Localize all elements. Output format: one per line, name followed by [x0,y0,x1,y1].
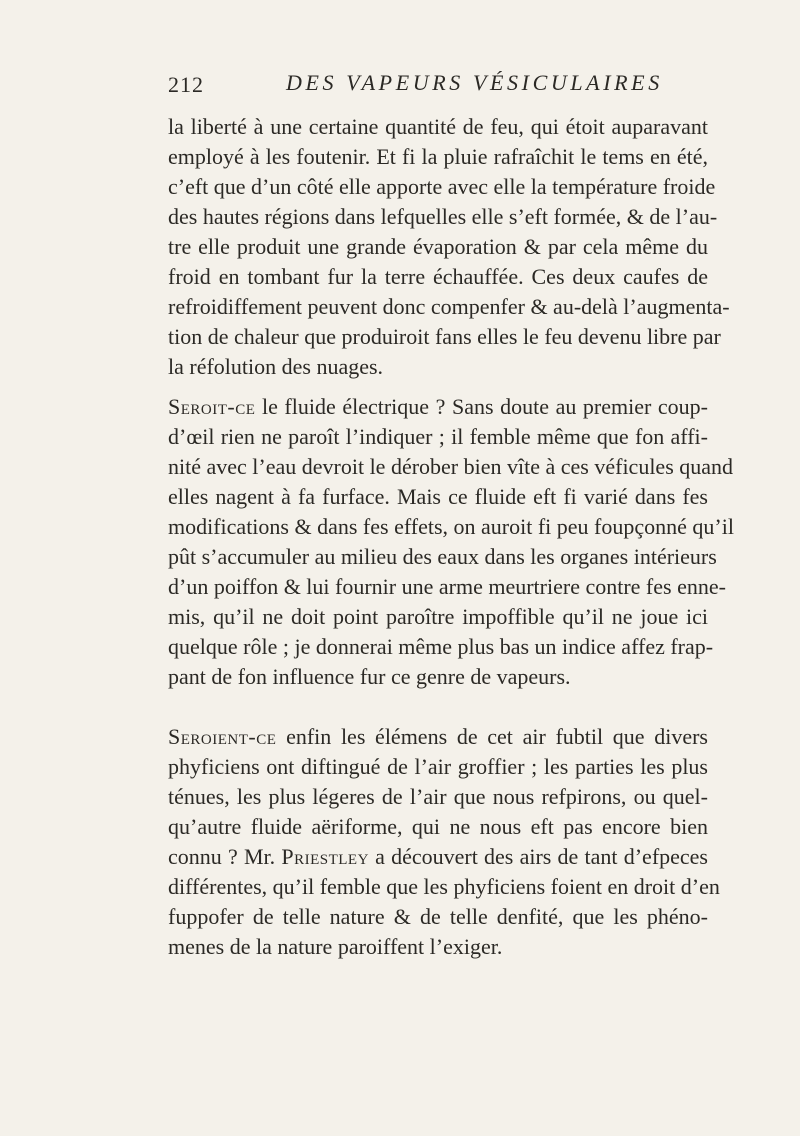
text-line [168,392,708,422]
text-line: employé à les foutenir. Et fi la pluie rafraîchit le tems en été, [168,144,708,169]
text-line: elles nagent à fa furface. Mais ce fluide eft fi varié dans fes [168,484,708,509]
text-line: quelque rôle ; je donnerai même plus bas un indice affez frap- [168,634,714,659]
author-name: Priestley [281,844,369,869]
text-line: d’un poiffon & lui fournir une arme meurtriere contre fes enne- [168,574,726,599]
text-line: menes de la nature paroiffent l’exiger. [168,934,503,959]
paragraph-1 [168,112,730,382]
text-line: pût s’accumuler au milieu des eaux dans les organes intérieurs [168,544,717,569]
text-line: modifications & dans fes effets, on auroit fi peu foupçonné qu’il [168,514,734,539]
text-line: fuppofer de telle nature & de telle denfité, que les phéno- [168,904,708,929]
text-line: c’eft que d’un côté elle apporte avec elle la température froide [168,174,716,199]
text-line: d’œil rien ne paroît l’indiquer ; il femble même que fon affi- [168,424,708,449]
text-segment: le fluide électrique ? Sans doute au premier coup- [255,394,708,419]
text-line: froid en tombant fur la terre échauffée. Ces deux caufes de [168,264,708,289]
text-line: phyficiens ont diftingué de l’air groffier ; les parties les plus [168,754,708,779]
text-line: ténues, les plus légeres de l’air que nous refpirons, ou quel- [168,784,708,809]
paragraph-lead: Seroit-ce [168,394,256,419]
page-number: 212 [168,72,204,97]
text-line: qu’autre fluide aëriforme, qui ne nous eft pas encore bien [168,814,708,839]
text-line: pant de fon influence fur ce genre de vapeurs. [168,664,571,689]
text-line: tion de chaleur que produiroit fans elles le feu devenu libre par [168,324,721,349]
text-segment: enfin les élémens de cet air fubtil que divers [276,724,708,749]
paragraph-2 [168,392,734,692]
paragraph-3 [168,722,720,962]
text-line: refroidiffement peuvent donc compenfer & au-delà l’augmenta- [168,294,730,319]
running-title: DES VAPEURS VÉSICULAIRES [286,70,663,95]
text-line: tre elle produit une grande évaporation & par cela même du [168,234,708,259]
paragraph-lead: Seroient-ce [168,724,277,749]
text-segment: connu ? Mr. [168,844,282,869]
text-line: la liberté à une certaine quantité de feu, qui étoit auparavant [168,114,708,139]
page-header [168,68,688,102]
text-line: mis, qu’il ne doit point paroître impoffible qu’il ne joue ici [168,604,708,629]
text-line [168,842,708,872]
text-segment: a découvert des airs de tant d’efpeces [368,844,708,869]
text-line: la réfolution des nuages. [168,354,384,379]
text-line: des hautes régions dans lefquelles elle s’eft formée, & de l’au- [168,204,718,229]
text-line: nité avec l’eau devroit le dérober bien vîte à ces véficules quand [168,454,734,479]
text-line [168,722,708,752]
text-line: différentes, qu’il femble que les phyficiens foient en droit d’en [168,874,720,899]
